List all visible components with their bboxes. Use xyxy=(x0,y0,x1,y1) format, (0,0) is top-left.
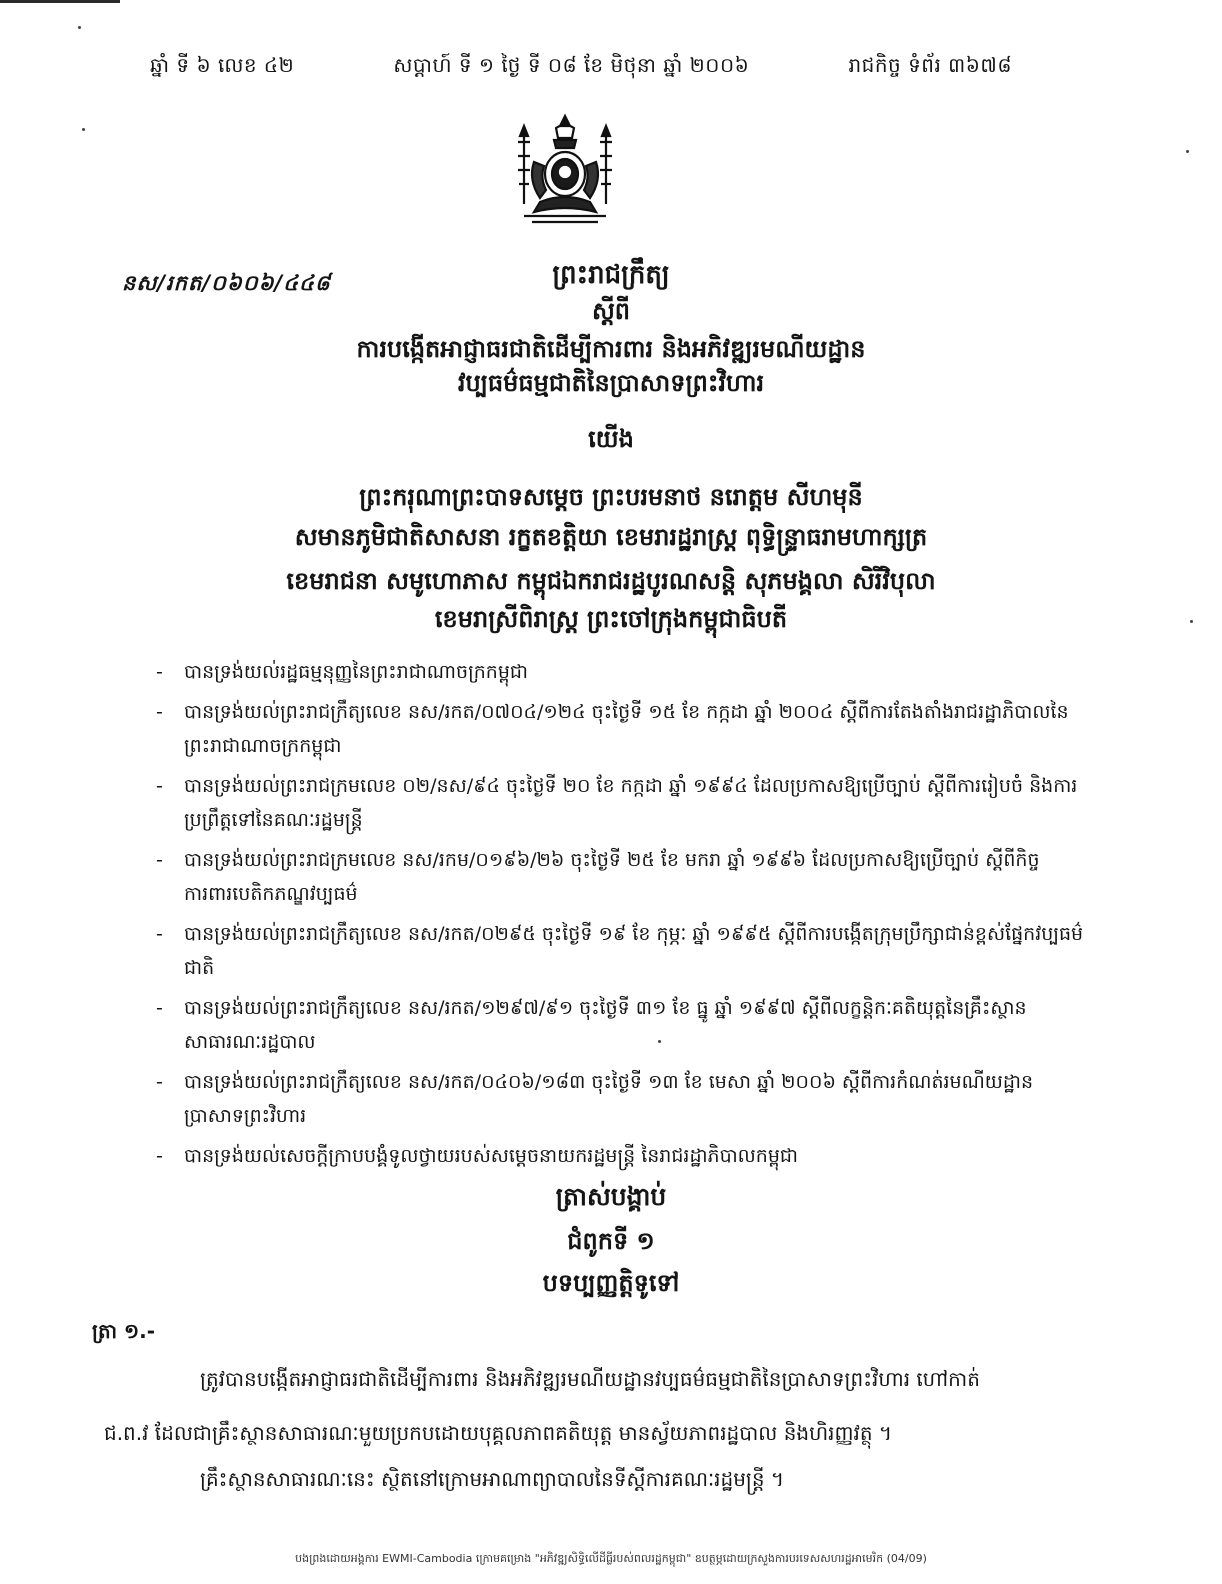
gazette-header xyxy=(150,52,1012,82)
scan-edge-mark xyxy=(0,0,120,3)
decree-heading: ត្រាស់បង្គាប់ xyxy=(555,1182,667,1211)
recital-item: - បានទ្រង់យល់ព្រះរាជក្រឹត្យលេខ នស/រកត/០៧០៤/១២៤ ចុះថ្ងៃទី ១៥ ខែ កក្កដា ឆ្នាំ ២០០៤ ស្តីពីការតែងតាំងរាជរដ្ឋាភិបាលនៃព្រះរាជាណាចក្រកម្ពុជា xyxy=(156,701,1069,757)
chapter-heading: ជំពូកទី ១ xyxy=(567,1227,655,1255)
article-paragraph: ត្រូវបានបង្កើតអាជ្ញាធរជាតិដើម្បីការពារ និងអភិវឌ្ឍរមណីយដ្ឋានវប្បធម៌ធម្មជាតិនៃប្រាសាទព្រះវិហារ ហៅកាត់ xyxy=(200,1367,980,1391)
recital-item: - បានទ្រង់យល់ព្រះរាជក្រមលេខ ០២/នស/៩៤ ចុះថ្ងៃទី ២០ ខែ កក្កដា ឆ្នាំ ១៩៩៤ ដែលប្រកាសឱ្យប្រើច្បាប់ ស្តីពីការរៀបចំ និងការប្រព្រឹត្តទៅនៃគណៈរដ្ឋមន្ត្រី xyxy=(156,775,1078,831)
recital-text: បានទ្រង់យល់ព្រះរាជក្រឹត្យលេខ នស/រកត/០៤០៦/១៨៣ ចុះថ្ងៃទី ១៣ ខែ មេសា ឆ្នាំ ២០០៦ ស្តីពីការកំណត់រមណីយដ្ឋានប្រាសាទព្រះវិហារ xyxy=(184,1071,1034,1127)
scan-speck xyxy=(82,128,85,131)
recitals-list xyxy=(156,655,1086,1179)
document-type-heading: ព្រះរាជក្រឹត្យ xyxy=(552,260,670,290)
recital-text: បានទ្រង់យល់ព្រះរាជក្រមលេខ ០២/នស/៩៤ ចុះថ្ងៃទី ២០ ខែ កក្កដា ឆ្នាំ ១៩៩៤ ដែលប្រកាសឱ្យប្រើច្បាប់ ស្តីពីការរៀបចំ និងការប្រព្រឹត្តទៅនៃគណៈរដ្ឋមន្ត្រី xyxy=(184,775,1078,831)
chapter-title: បទប្បញ្ញត្តិទូទៅ xyxy=(542,1269,680,1297)
subject-line-1: ការបង្កើតអាជ្ញាធរជាតិដើម្បីការពារ និងអភិវឌ្ឍរមណីយដ្ឋាន xyxy=(356,335,866,363)
scan-speck xyxy=(78,26,81,29)
scan-speck xyxy=(1186,150,1189,153)
recital-item: - បានទ្រង់យល់រដ្ឋធម្មនុញ្ញនៃព្រះរាជាណាចក្រកម្ពុជា xyxy=(156,661,529,683)
recital-text: បានទ្រង់យល់ព្រះរាជក្រឹត្យលេខ នស/រកត/១២៩៧/៩១ ចុះថ្ងៃទី ៣១ ខែ ធ្នូ ឆ្នាំ ១៩៩៧ ស្តីពីលក្ខន្តិកៈគតិយុត្តនៃគ្រឹះស្ថានសាធារណៈរដ្ឋបាល xyxy=(184,997,1027,1053)
we-heading: យើង xyxy=(588,425,634,453)
article-paragraph: ជ.ព.វ ដែលជាគ្រឹះស្ថានសាធារណៈមួយប្រកបដោយបុគ្គលភាពគតិយុត្ត មានស្វ័យភាពរដ្ឋបាល និងហិរញ្ញវត្ថុ ។ xyxy=(104,1421,893,1445)
recital-text: បានទ្រង់យល់សេចក្តីក្រាបបង្គំទូលថ្វាយរបស់សម្តេចនាយករដ្ឋមន្ត្រី នៃរាជរដ្ឋាភិបាលកម្ពុជា xyxy=(184,1145,798,1167)
recital-text: បានទ្រង់យល់ព្រះរាជក្រមលេខ នស/រកម/០១៩៦/២៦ ចុះថ្ងៃទី ២៥ ខែ មករា ឆ្នាំ ១៩៩៦ ដែលប្រកាសឱ្យប្រើច្បាប់ ស្តីពីកិច្ចការពារបេតិកភណ្ឌវប្បធម៌ xyxy=(184,849,1040,905)
king-title-line-3: ខេមរាជនា សមូហោភាស កម្ពុជឯករាជរដ្ឋបូរណសន្តិ សុភមង្គលា សិរីវិបុលា xyxy=(286,567,936,595)
year-number: ឆ្នាំ ទី ៦ លេខ ៤២ xyxy=(150,53,295,77)
recital-item: - បានទ្រង់យល់ព្រះរាជក្រឹត្យលេខ នស/រកត/០២៩៥ ចុះថ្ងៃទី ១៩ ខែ កុម្ភៈ ឆ្នាំ ១៩៩៥ ស្តីពីការបង្កើតក្រុមប្រឹក្សាជាន់ខ្ពស់ផ្នែកវប្បធម៌ជាតិ xyxy=(156,923,1084,979)
king-title-line-4: ខេមរាស្រីពិរាស្ត្រ ព្រះចៅក្រុងកម្ពុជាធិបតី xyxy=(434,605,788,633)
recital-text: បានទ្រង់យល់រដ្ឋធម្មនុញ្ញនៃព្រះរាជាណាចក្រកម្ពុជា xyxy=(184,661,529,683)
subject-line-2: វប្បធម៌ធម្មជាតិនៃប្រាសាទព្រះវិហារ xyxy=(457,369,765,397)
gazette-page-number: រាជកិច្ច ទំព័រ ៣៦៧៨ xyxy=(848,53,1012,77)
recital-item: - បានទ្រង់យល់ព្រះរាជក្រមលេខ នស/រកម/០១៩៦/២៦ ចុះថ្ងៃទី ២៥ ខែ មករា ឆ្នាំ ១៩៩៦ ដែលប្រកាសឱ្យប្រើច្បាប់ ស្តីពីកិច្ចការពារបេតិកភណ្ឌវប្បធម៌ xyxy=(156,849,1040,905)
king-title-line-2: សមានភូមិជាតិសាសនា រក្ខតខត្តិយា ខេមរារដ្ឋរាស្ត្រ ពុទ្ធិន្ទ្រាធរាមហាក្សត្រ xyxy=(294,523,928,551)
king-title-line-1: ព្រះករុណាព្រះបាទសម្តេច ព្រះបរមនាថ នរោត្តម សីហមុនី xyxy=(359,483,863,511)
week-date: សប្តាហ៍ ទី ១ ថ្ងៃ ទី ០៨ ខែ មិថុនា ឆ្នាំ ២០០៦ xyxy=(393,53,750,77)
page-footer-note: បងព្រងដោយអង្គការ EWMI-Cambodia ក្រោមគម្រោង "អភិវឌ្ឍសិទ្ធិលើដីធ្លីរបស់ពលរដ្ឋកម្ពុជា" ឧបត្ថម្ភដោយក្រសួងការបរទេសសហរដ្ឋអាមេរិក (04/09) xyxy=(295,1552,927,1565)
recital-text: បានទ្រង់យល់ព្រះរាជក្រឹត្យលេខ នស/រកត/០៧០៤/១២៤ ចុះថ្ងៃទី ១៥ ខែ កក្កដា ឆ្នាំ ២០០៤ ស្តីពីការតែងតាំងរាជរដ្ឋាភិបាលនៃព្រះរាជាណាចក្រកម្ពុជា xyxy=(184,701,1069,757)
royal-coat-of-arms-icon xyxy=(510,112,620,230)
article-1-label: ត្រា ១.- xyxy=(92,1319,155,1343)
decree-reference-number: នស/រកត/០៦០៦/៤៤៨ xyxy=(122,271,331,295)
recital-text: បានទ្រង់យល់ព្រះរាជក្រឹត្យលេខ នស/រកត/០២៩៥ ចុះថ្ងៃទី ១៩ ខែ កុម្ភៈ ឆ្នាំ ១៩៩៥ ស្តីពីការបង្កើតក្រុមប្រឹក្សាជាន់ខ្ពស់ផ្នែកវប្បធម៌ជាតិ xyxy=(184,923,1084,979)
recital-item: - បានទ្រង់យល់ព្រះរាជក្រឹត្យលេខ នស/រកត/០៤០៦/១៨៣ ចុះថ្ងៃទី ១៣ ខែ មេសា ឆ្នាំ ២០០៦ ស្តីពីការកំណត់រមណីយដ្ឋានប្រាសាទព្រះវិហារ xyxy=(156,1071,1034,1127)
article-paragraph: គ្រឹះស្ថានសាធារណៈនេះ ស្ថិតនៅក្រោមអាណាព្យាបាលនៃទីស្តីការគណៈរដ្ឋមន្ត្រី ។ xyxy=(200,1467,785,1491)
recital-item: - បានទ្រង់យល់សេចក្តីក្រាបបង្គំទូលថ្វាយរបស់សម្តេចនាយករដ្ឋមន្ត្រី នៃរាជរដ្ឋាភិបាលកម្ពុជា xyxy=(156,1145,798,1167)
about-heading: ស្តីពី xyxy=(591,297,631,325)
recital-item: - បានទ្រង់យល់ព្រះរាជក្រឹត្យលេខ នស/រកត/១២៩៧/៩១ ចុះថ្ងៃទី ៣១ ខែ ធ្នូ ឆ្នាំ ១៩៩៧ ស្តីពីលក្ខន្តិកៈគតិយុត្តនៃគ្រឹះស្ថានសាធារណៈរដ្ឋបាល xyxy=(156,997,1027,1053)
